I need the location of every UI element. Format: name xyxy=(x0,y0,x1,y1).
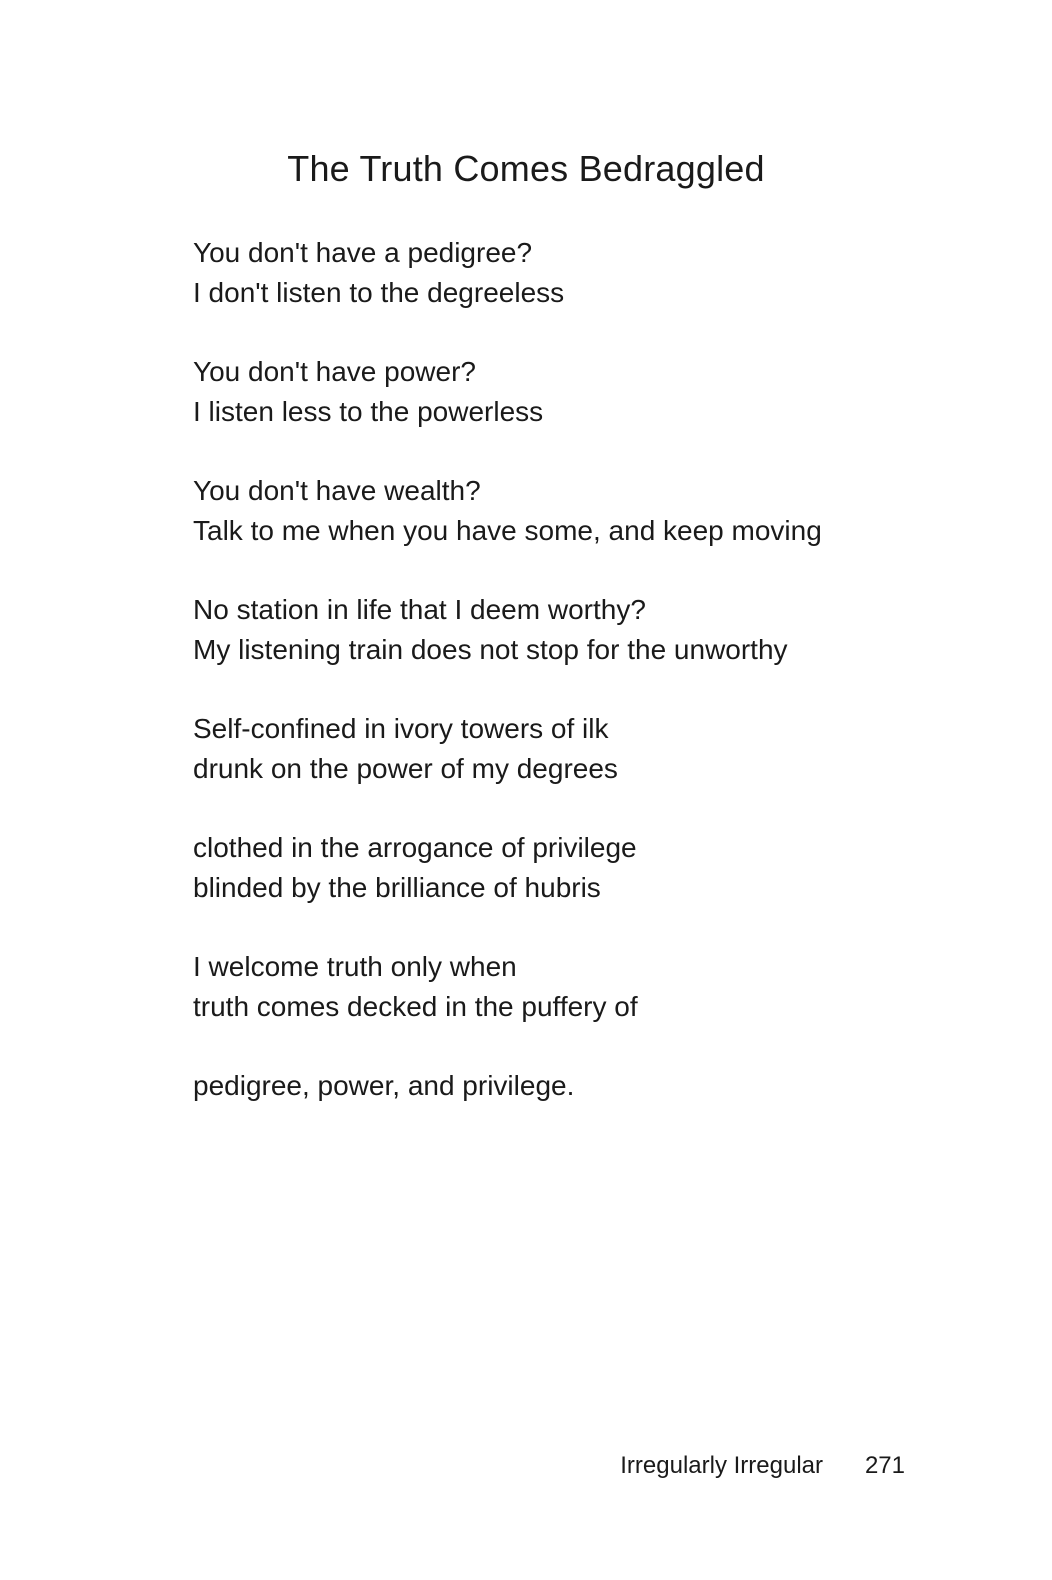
stanza-4 xyxy=(193,590,993,670)
poem-line: You don't have power? xyxy=(193,356,476,387)
poem-line: My listening train does not stop for the unworthy xyxy=(193,634,788,665)
poem-line: I don't listen to the degreeless xyxy=(193,277,565,308)
poem-line: blinded by the brilliance of hubris xyxy=(193,872,601,903)
page-footer xyxy=(0,1448,1052,1484)
poem-line: I welcome truth only when xyxy=(193,951,517,982)
poem-line: drunk on the power of my degrees xyxy=(193,753,618,784)
poem-line: pedigree, power, and privilege. xyxy=(193,1070,575,1101)
poem-line: You don't have wealth? xyxy=(193,475,481,506)
page-number: 271 xyxy=(864,1452,905,1479)
poem-line: Self-confined in ivory towers of ilk xyxy=(193,713,609,744)
poem-body xyxy=(193,233,993,1145)
poem-line: Talk to me when you have some, and keep moving xyxy=(193,515,822,546)
poem-title: The Truth Comes Bedraggled xyxy=(287,148,765,189)
poem-line: You don't have a pedigree? xyxy=(193,237,533,268)
stanza-2 xyxy=(193,352,993,432)
poem-line: No station in life that I deem worthy? xyxy=(193,594,646,625)
stanza-5 xyxy=(193,709,993,789)
poem-line: clothed in the arrogance of privilege xyxy=(193,832,637,863)
poem-line: I listen less to the powerless xyxy=(193,396,544,427)
stanza-8 xyxy=(193,1066,993,1106)
stanza-6 xyxy=(193,828,993,908)
stanza-1 xyxy=(193,233,993,313)
stanza-7 xyxy=(193,947,993,1027)
poem-line: truth comes decked in the puffery of xyxy=(193,991,638,1022)
running-title: Irregularly Irregular xyxy=(620,1452,823,1479)
stanza-3 xyxy=(193,471,993,551)
